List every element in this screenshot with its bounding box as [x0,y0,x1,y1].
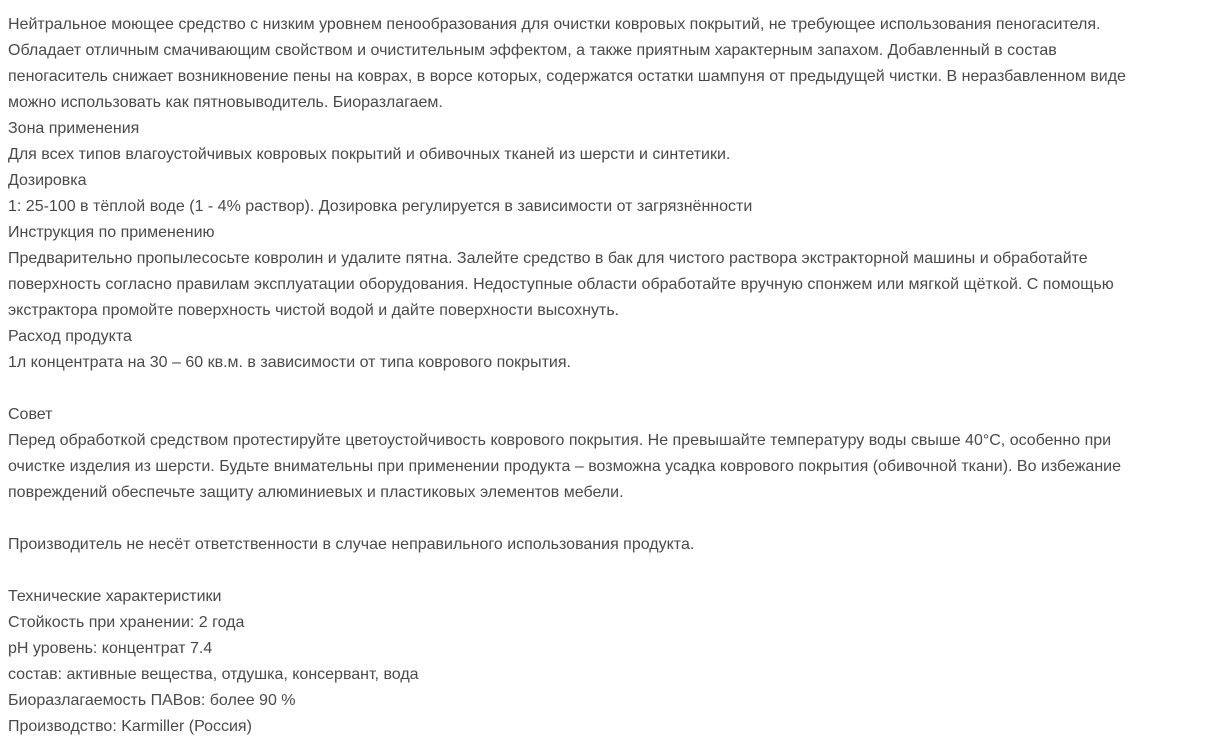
spacer [8,506,1206,532]
advice-line: Перед обработкой средством протестируйте цветоустойчивость коврового покрытия. Не превышайте температуру воды свыше 40°C, особенно при [8,432,1112,449]
spec-item: pH уровень: концентрат 7.4 [8,640,213,657]
usage-area-heading: Зона применения [8,120,140,137]
spacer [8,376,1206,402]
description-line: Нейтральное моющее средство с низким уровнем пенообразования для очистки ковровых покрытий, не требующее использования пеногасителя. [8,16,1101,33]
spec-item: Производство: Karmiller (Россия) [8,718,252,735]
usage-area-text: Для всех типов влагоустойчивых ковровых покрытий и обивочных тканей из шерсти и синтетики. [8,146,731,163]
consumption-heading: Расход продукта [8,328,132,345]
specs-heading: Технические характеристики [8,588,222,605]
spec-item: состав: активные вещества, отдушка, консервант, вода [8,666,419,683]
product-description [8,12,1206,740]
dosage-heading: Дозировка [8,172,87,189]
instructions-line: экстрактора промойте поверхность чистой водой и дайте поверхности высохнуть. [8,302,620,319]
consumption-text: 1л концентрата на 30 – 60 кв.м. в зависимости от типа коврового покрытия. [8,354,571,371]
advice-heading: Совет [8,406,53,423]
instructions-line: поверхность согласно правилам эксплуатации оборудования. Недоступные области обработайте вручную спонжем или мягкой щёткой. С помощью [8,276,1114,293]
spec-item: Стойкость при хранении: 2 года [8,614,245,631]
disclaimer: Производитель не несёт ответственности в случае неправильного использования продукта. [8,536,695,553]
description-line: можно использовать как пятновыводитель. Биоразлагаем. [8,94,443,111]
advice-line: очистке изделия из шерсти. Будьте внимательны при применении продукта – возможна усадка коврового покрытия (обивочной ткани). Во избежание [8,458,1121,475]
dosage-text: 1: 25-100 в тёплой воде (1 - 4% раствор). Дозировка регулируется в зависимости от загрязнённости [8,198,753,215]
spacer [8,558,1206,584]
spec-item: Биоразлагаемость ПАВов: более 90 % [8,692,296,709]
advice-line: повреждений обеспечьте защиту алюминиевых и пластиковых элементов мебели. [8,484,624,501]
instructions-line: Предварительно пропылесосьте ковролин и удалите пятна. Залейте средство в бак для чистого раствора экстракторной машины и обработайте [8,250,1088,267]
description-line: пеногаситель снижает возникновение пены на коврах, в ворсе которых, содержатся остатки шампуня от предыдущей чистки. В неразбавленном виде [8,68,1126,85]
description-line: Обладает отличным смачивающим свойством и очистительным эффектом, а также приятным характерным запахом. Добавленный в состав [8,42,1057,59]
instructions-heading: Инструкция по применению [8,224,215,241]
